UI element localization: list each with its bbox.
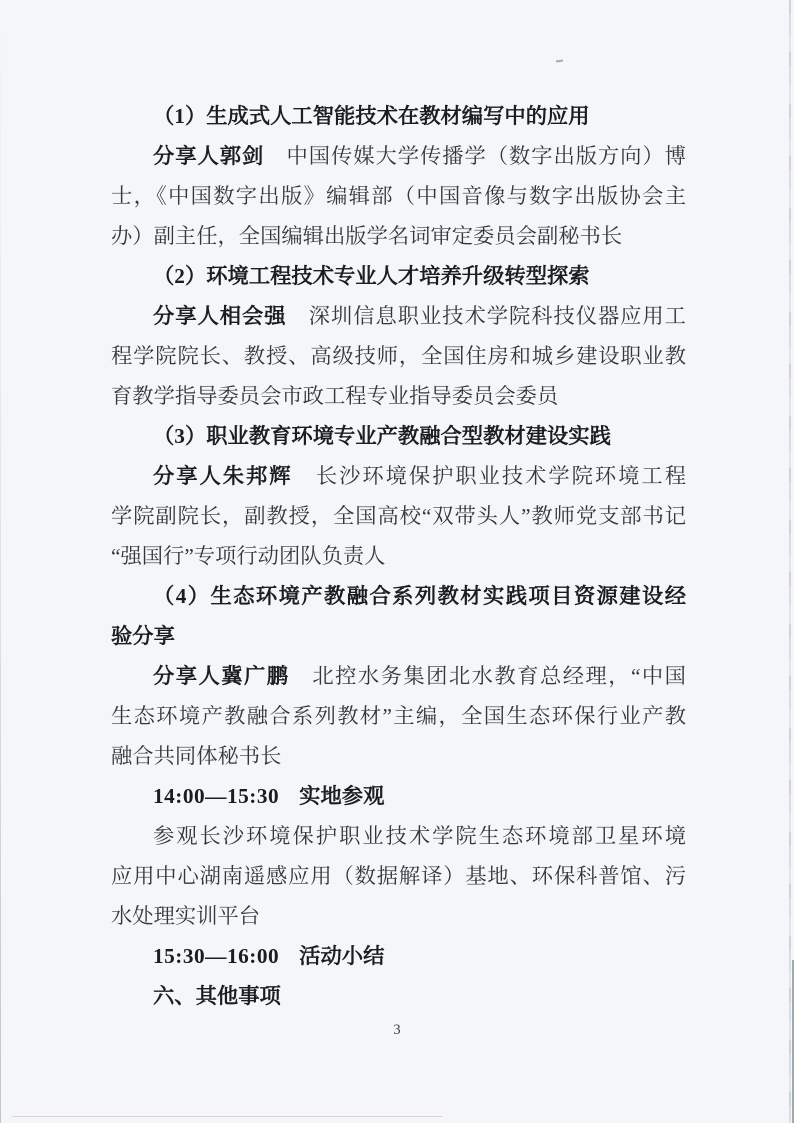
body-text-line	[111, 696, 686, 736]
emphasis-text: 分享人朱邦辉	[153, 464, 293, 488]
body-text-line	[111, 856, 686, 896]
emphasis-text: 验分享	[111, 624, 175, 648]
emphasis-text: 活动小结	[299, 944, 385, 968]
text-run: 深圳信息职业技术学院科技仪器应用工	[286, 304, 686, 328]
emphasis-text: （4）生态环境产教融合系列教材实践项目资源建设经	[153, 584, 686, 608]
emphasis-text: （2）环境工程技术专业人才培养升级转型探索	[153, 264, 590, 288]
emphasis-text: 分享人郭剑	[153, 144, 265, 168]
text-run: 生态环境产教融合系列教材”主编，全国生态环保行业产教	[111, 704, 686, 728]
body-text-line	[111, 816, 686, 856]
document-body	[111, 96, 686, 1016]
text-run: 程学院院长、教授、高级技师，全国住房和城乡建设职业教	[111, 344, 686, 368]
text-run: 水处理实训平台	[111, 904, 261, 928]
section-heading	[111, 976, 686, 1016]
emphasis-text: 分享人冀广鹏	[153, 664, 290, 688]
text-run: 融合共同体秘书长	[111, 744, 282, 768]
body-text-line	[111, 896, 686, 936]
text-run: “强国行”专项行动团队负责人	[111, 544, 386, 568]
time-range-text: 15:30—16:00	[153, 944, 280, 968]
text-run: 中国传媒大学传播学（数字出版方向）博	[264, 144, 686, 168]
topic-heading	[111, 576, 686, 616]
schedule-time-line	[111, 936, 686, 976]
scan-edge-bottom-artifact	[12, 1116, 442, 1117]
text-run: 北控水务集团北水教育总经理，“中国	[289, 664, 686, 688]
text-run: 办）副主任，全国编辑出版学名词审定委员会副秘书长	[111, 224, 623, 248]
topic-heading-continuation	[111, 616, 686, 656]
body-text-line	[111, 336, 686, 376]
text-run: 长沙环境保护职业技术学院环境工程	[292, 464, 686, 488]
text-run: 参观长沙环境保护职业技术学院生态环境部卫星环境	[153, 824, 686, 848]
scan-edge-right-artifact	[789, 0, 791, 1123]
body-text-line	[111, 376, 686, 416]
body-text-line	[111, 216, 686, 256]
scan-edge-left-artifact	[0, 0, 1, 1123]
topic-heading	[111, 96, 686, 136]
body-text-line	[111, 176, 686, 216]
emphasis-text: （3）职业教育环境专业产教融合型教材建设实践	[153, 424, 611, 448]
text-run: 应用中心湖南遥感应用（数据解译）基地、环保科普馆、污	[111, 864, 686, 888]
emphasis-text: 分享人相会强	[153, 304, 287, 328]
emphasis-text: 六、其他事项	[153, 984, 281, 1008]
speaker-line	[111, 136, 686, 176]
body-text-line	[111, 536, 686, 576]
scan-speck-artifact	[556, 60, 563, 63]
emphasis-text: 实地参观	[299, 784, 385, 808]
speaker-line	[111, 296, 686, 336]
text-run: 育教学指导委员会市政工程专业指导委员会委员	[111, 384, 559, 408]
schedule-time-line	[111, 776, 686, 816]
speaker-line	[111, 456, 686, 496]
body-text-line	[111, 736, 686, 776]
emphasis-text: （1）生成式人工智能技术在教材编写中的应用	[153, 104, 590, 128]
text-run: 士，《中国数字出版》编辑部（中国音像与数字出版协会主	[111, 184, 686, 208]
text-run: 学院副院长，副教授，全国高校“双带头人”教师党支部书记	[111, 504, 686, 528]
time-range-text: 14:00—15:30	[153, 784, 280, 808]
page-number: 3	[393, 1022, 401, 1038]
body-text-line	[111, 496, 686, 536]
topic-heading	[111, 416, 686, 456]
speaker-line	[111, 656, 686, 696]
topic-heading	[111, 256, 686, 296]
